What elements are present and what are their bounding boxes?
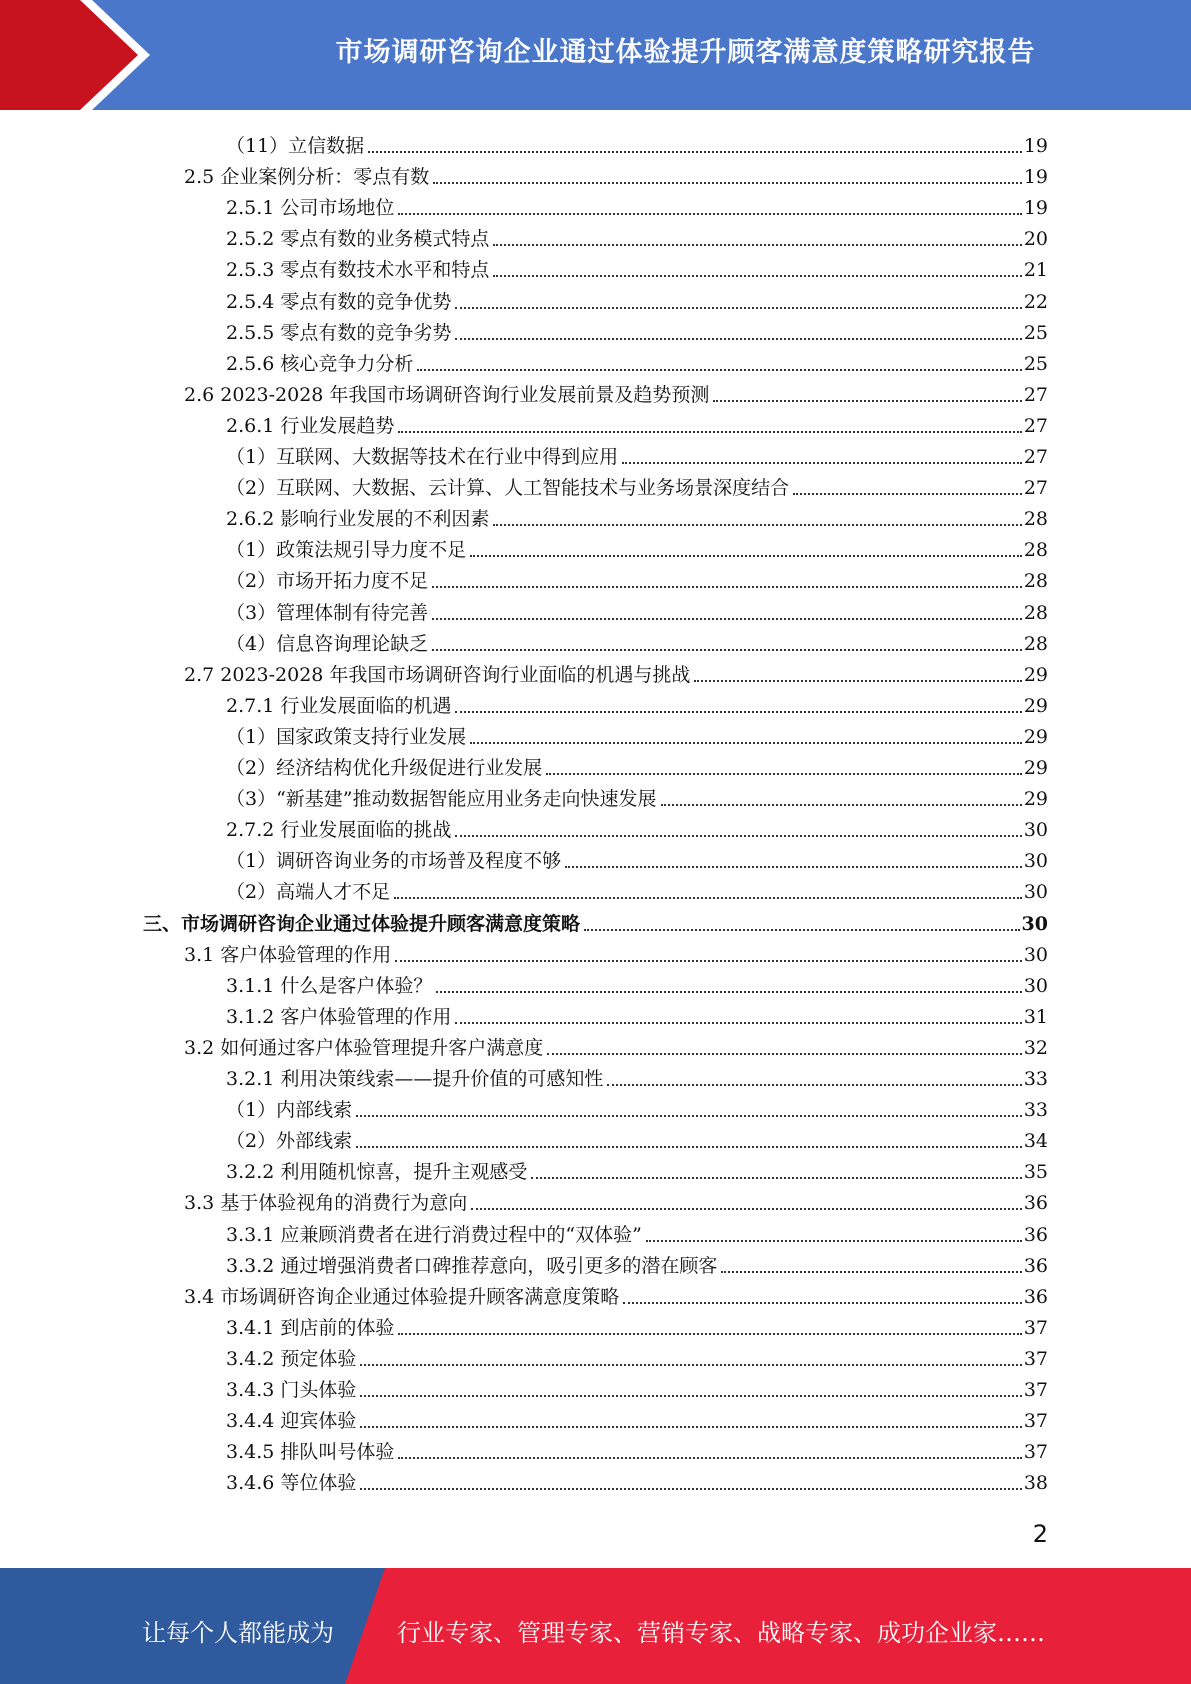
toc-entry-title: 3.3.1 应兼顾消费者在进行消费过程中的“双体验”: [226, 1223, 642, 1246]
toc-leader-dots: [394, 897, 1022, 899]
toc-entry-page: 33: [1023, 1099, 1048, 1122]
toc-leader-dots: [360, 1488, 1021, 1490]
toc-entry-title: （2）外部线索: [226, 1130, 353, 1153]
toc-entry-page: 29: [1023, 663, 1048, 686]
toc-entry[interactable]: [226, 1402, 1048, 1433]
toc-entry-title: 3.2 如何通过客户体验管理提升客户满意度: [184, 1036, 544, 1059]
toc-leader-dots: [493, 244, 1021, 246]
toc-entry[interactable]: [226, 1247, 1048, 1278]
toc-entry-page: 25: [1023, 321, 1048, 344]
toc-entry-title: （1）调研咨询业务的市场普及程度不够: [226, 850, 562, 873]
toc-entry-title: （1）互联网、大数据等技术在行业中得到应用: [226, 446, 619, 468]
toc-entry-title: （2）经济结构优化升级促进行业发展: [226, 757, 543, 779]
toc-leader-dots: [436, 991, 1021, 993]
toc-leader-dots: [493, 275, 1021, 277]
toc-entry[interactable]: [226, 625, 1048, 656]
toc-leader-dots: [455, 835, 1021, 837]
toc-entry[interactable]: [184, 1184, 1048, 1215]
toc-leader-dots: [356, 1115, 1022, 1117]
toc-leader-dots: [793, 493, 1022, 495]
toc-entry-title: 2.7 2023-2028 年我国市场调研咨询行业面临的机遇与挑战: [184, 663, 691, 686]
toc-entry[interactable]: [226, 562, 1048, 593]
toc-leader-dots: [360, 1364, 1021, 1366]
toc-entry-title: （1）国家政策支持行业发展: [226, 725, 467, 748]
footer-roles: 行业专家、管理专家、营销专家、战略专家、成功企业家……: [397, 1619, 1045, 1647]
toc-entry-title: 2.6.2 影响行业发展的不利因素: [226, 508, 490, 531]
toc-entry[interactable]: [226, 314, 1048, 345]
toc-entry-title: 2.5.3 零点有数技术水平和特点: [226, 259, 490, 282]
toc-leader-dots: [398, 213, 1021, 215]
toc-entry-title: 2.7.2 行业发展面临的挑战: [226, 819, 452, 842]
toc-leader-dots: [471, 1208, 1022, 1210]
toc-entry[interactable]: [184, 158, 1048, 189]
toc-entry-page: 28: [1023, 539, 1048, 562]
toc-entry-title: 2.6 2023-2028 年我国市场调研咨询行业发展前景及趋势预测: [184, 383, 710, 406]
toc-entry-title: 2.5.2 零点有数的业务模式特点: [226, 228, 490, 251]
toc-entry[interactable]: [226, 1371, 1048, 1402]
toc-entry[interactable]: [226, 531, 1048, 562]
toc-entry[interactable]: [226, 749, 1048, 780]
toc-entry[interactable]: [184, 1029, 1048, 1060]
toc-entry-title: （2）互联网、大数据、云计算、人工智能技术与业务场景深度结合: [226, 477, 790, 500]
toc-entry[interactable]: [226, 1153, 1048, 1184]
toc-entry[interactable]: [143, 905, 1048, 936]
toc-entry[interactable]: [226, 1122, 1048, 1153]
toc-leader-dots: [455, 711, 1021, 713]
toc-entry-title: 3.3.2 通过增强消费者口碑推荐意向，吸引更多的潜在顾客: [226, 1254, 718, 1277]
toc-leader-dots: [584, 929, 1020, 931]
toc-entry-title: （1）内部线索: [226, 1099, 353, 1122]
toc-entry-page: 36: [1023, 1192, 1048, 1215]
toc-leader-dots: [607, 1084, 1021, 1086]
toc-entry-page: 20: [1023, 228, 1048, 251]
toc-entry[interactable]: [226, 283, 1048, 314]
toc-entry[interactable]: [226, 594, 1048, 625]
toc-entry[interactable]: [226, 345, 1048, 376]
toc-entry-page: 30: [1023, 943, 1048, 966]
toc-entry-page: 30: [1021, 912, 1048, 935]
toc-entry-title: 2.5.4 零点有数的竞争优势: [226, 290, 452, 313]
toc-entry[interactable]: [226, 811, 1048, 842]
toc-entry-title: 2.5.5 零点有数的竞争劣势: [226, 321, 452, 344]
toc-entry-page: 30: [1023, 850, 1048, 873]
toc-entry-title: 3.2.2 利用随机惊喜，提升主观感受: [226, 1161, 528, 1184]
toc-entry[interactable]: [226, 873, 1048, 904]
toc-entry-page: 28: [1023, 601, 1048, 624]
toc-entry-page: 38: [1023, 1472, 1048, 1495]
toc-entry-title: 3.1 客户体验管理的作用: [184, 943, 392, 966]
toc-entry-page: 21: [1023, 259, 1048, 282]
toc-leader-dots: [432, 586, 1022, 588]
toc-entry-page: 34: [1023, 1130, 1048, 1153]
page-number: 2: [1032, 1520, 1048, 1548]
report-title: 市场调研咨询企业通过体验提升顾客满意度策略研究报告: [335, 36, 1036, 68]
toc-leader-dots: [398, 431, 1021, 433]
toc-entry-title: （3）管理体制有待完善: [226, 601, 429, 624]
toc-entry-title: （1）政策法规引导力度不足: [226, 539, 467, 562]
toc-entry[interactable]: [226, 251, 1048, 282]
toc-entry[interactable]: [226, 687, 1048, 718]
toc-entry-title: （11）立信数据: [226, 135, 365, 157]
toc-entry-title: 3.3 基于体验视角的消费行为意向: [184, 1192, 468, 1215]
toc-entry-title: （4）信息咨询理论缺乏: [226, 632, 429, 655]
toc-entry-title: 2.5.1 公司市场地位: [226, 197, 395, 220]
toc-entry-page: 31: [1023, 1005, 1048, 1028]
toc-entry-page: 37: [1023, 1316, 1048, 1339]
toc-entry-page: 36: [1023, 1223, 1048, 1246]
toc-entry[interactable]: [226, 718, 1048, 749]
toc-entry-page: 30: [1023, 881, 1048, 904]
toc-entry[interactable]: [226, 842, 1048, 873]
toc-entry-page: 27: [1023, 477, 1048, 500]
toc-leader-dots: [547, 1053, 1022, 1055]
toc-leader-dots: [646, 1240, 1022, 1242]
toc-entry[interactable]: [226, 1340, 1048, 1371]
toc-entry[interactable]: [226, 1464, 1048, 1495]
toc-leader-dots: [721, 1271, 1021, 1273]
toc-leader-dots: [622, 462, 1022, 464]
toc-leader-dots: [623, 1302, 1022, 1304]
toc-entry-title: （2）高端人才不足: [226, 881, 391, 904]
toc-entry-page: 37: [1023, 1410, 1048, 1433]
toc-leader-dots: [455, 307, 1021, 309]
toc-entry[interactable]: [226, 500, 1048, 531]
footer-banner: [0, 1568, 1191, 1684]
toc-entry-title: 三、市场调研咨询企业通过体验提升顾客满意度策略: [143, 912, 581, 935]
toc-leader-dots: [661, 804, 1022, 806]
toc-entry-page: 30: [1023, 819, 1048, 842]
toc-leader-dots: [493, 524, 1021, 526]
toc-entry-page: 30: [1023, 974, 1048, 997]
toc-leader-dots: [432, 618, 1022, 620]
toc-entry-title: 3.4 市场调研咨询企业通过体验提升顾客满意度策略: [184, 1285, 620, 1308]
toc-leader-dots: [356, 1146, 1022, 1148]
toc-entry-page: 22: [1023, 290, 1048, 313]
toc-leader-dots: [531, 1177, 1021, 1179]
toc-leader-dots: [470, 742, 1022, 744]
footer-slogan: 让每个人都能成为: [142, 1619, 334, 1647]
toc-entry-page: 28: [1023, 570, 1048, 593]
toc-entry-page: 27: [1023, 446, 1048, 468]
toc-entry[interactable]: [226, 1091, 1048, 1122]
toc-entry[interactable]: [184, 936, 1048, 967]
toc-entry-title: 2.6.1 行业发展趋势: [226, 414, 395, 437]
toc-entry[interactable]: [226, 1433, 1048, 1464]
toc-entry-title: （2）市场开拓力度不足: [226, 570, 429, 593]
toc-entry-title: 3.2.1 利用决策线索——提升价值的可感知性: [226, 1068, 604, 1090]
toc-entry-page: 32: [1023, 1036, 1048, 1059]
header-chevron-icon: [0, 0, 140, 110]
toc-entry-page: 35: [1023, 1161, 1048, 1184]
toc-entry-title: 3.4.4 迎宾体验: [226, 1410, 357, 1433]
toc-leader-dots: [360, 1426, 1021, 1428]
toc-entry-page: 28: [1023, 508, 1048, 531]
toc-entry-page: 33: [1023, 1068, 1048, 1090]
toc-entry[interactable]: [226, 189, 1048, 220]
toc-entry-title: 2.5 企业案例分析：零点有数: [184, 166, 430, 189]
toc-entry-page: 28: [1023, 632, 1048, 655]
toc-entry-page: 37: [1023, 1347, 1048, 1370]
toc-leader-dots: [395, 960, 1022, 962]
toc-leader-dots: [398, 1457, 1021, 1459]
toc-entry-page: 37: [1023, 1441, 1048, 1464]
toc-leader-dots: [713, 400, 1021, 402]
toc-entry-title: 2.5.6 核心竞争力分析: [226, 352, 414, 375]
toc-entry[interactable]: [226, 438, 1048, 469]
toc-entry-page: 27: [1023, 383, 1048, 406]
toc-entry-page: 27: [1023, 414, 1048, 437]
toc-leader-dots: [455, 1022, 1021, 1024]
toc-leader-dots: [368, 151, 1022, 153]
toc-entry[interactable]: [226, 998, 1048, 1029]
toc-entry-page: 29: [1023, 757, 1048, 779]
toc-leader-dots: [360, 1395, 1021, 1397]
toc-entry-title: 3.4.1 到店前的体验: [226, 1316, 395, 1339]
toc-entry-page: 19: [1023, 197, 1048, 220]
toc-entry-page: 36: [1023, 1254, 1048, 1277]
toc-entry-page: 37: [1023, 1379, 1048, 1401]
toc-entry-title: （3）“新基建”推动数据智能应用业务走向快速发展: [226, 788, 657, 811]
toc-entry-page: 29: [1023, 788, 1048, 811]
toc-leader-dots: [565, 866, 1022, 868]
toc-entry-title: 2.7.1 行业发展面临的机遇: [226, 694, 452, 717]
toc-leader-dots: [417, 369, 1021, 371]
toc-entry[interactable]: [184, 656, 1048, 687]
toc-entry-page: 25: [1023, 352, 1048, 375]
toc-entry[interactable]: [184, 1278, 1048, 1309]
toc-entry-title: 3.4.2 预定体验: [226, 1347, 357, 1370]
toc-entry-page: 19: [1023, 135, 1048, 157]
toc-leader-dots: [432, 649, 1022, 651]
toc-leader-dots: [433, 182, 1022, 184]
toc-entry-title: 3.1.1 什么是客户体验？: [226, 974, 433, 997]
toc-leader-dots: [398, 1333, 1021, 1335]
toc-entry[interactable]: [226, 967, 1048, 998]
toc-entry-page: 36: [1023, 1285, 1048, 1308]
toc-leader-dots: [470, 555, 1022, 557]
toc-entry[interactable]: [184, 376, 1048, 407]
toc-leader-dots: [455, 338, 1021, 340]
toc-entry-title: 3.4.5 排队叫号体验: [226, 1441, 395, 1464]
toc-entry[interactable]: [226, 1060, 1048, 1091]
toc-entry-page: 29: [1023, 725, 1048, 748]
toc-entry-page: 19: [1023, 166, 1048, 189]
toc-entry[interactable]: [226, 469, 1048, 500]
toc-leader-dots: [694, 680, 1021, 682]
toc-entry-page: 29: [1023, 694, 1048, 717]
toc-leader-dots: [546, 773, 1022, 775]
toc-entry[interactable]: [226, 1309, 1048, 1340]
toc-entry[interactable]: [226, 127, 1048, 158]
toc-entry[interactable]: [226, 1216, 1048, 1247]
report-header: [0, 0, 1191, 110]
toc-entry[interactable]: [226, 780, 1048, 811]
toc-entry-title: 3.4.3 门头体验: [226, 1379, 357, 1401]
toc-entry-title: 3.1.2 客户体验管理的作用: [226, 1005, 452, 1028]
toc-entry[interactable]: [226, 220, 1048, 251]
toc-entry-title: 3.4.6 等位体验: [226, 1472, 357, 1495]
toc-entry[interactable]: [226, 407, 1048, 438]
